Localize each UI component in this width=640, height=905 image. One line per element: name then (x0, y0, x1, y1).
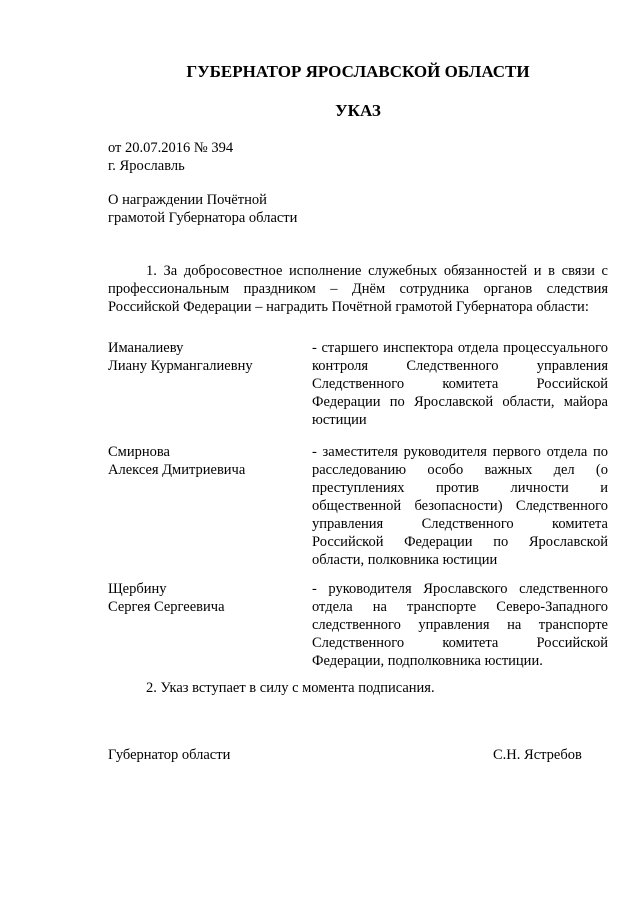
awardee-surname: Смирнова (108, 444, 170, 460)
awardee-description: - старшего инспектора отдела процессуального контроля Следственного управления Следственного комитета Российской Федерации по Ярославской области, майора юстиции (312, 340, 608, 428)
paragraph-2: 2. Указ вступает в силу с момента подписания. (146, 680, 435, 696)
governor-heading: ГУБЕРНАТОР ЯРОСЛАВСКОЙ ОБЛАСТИ (186, 62, 530, 81)
awardee-name (108, 580, 298, 616)
subject-line-2: грамотой Губернатора области (108, 210, 298, 226)
awardee-name (108, 339, 298, 375)
awardee-surname: Иманалиеву (108, 340, 184, 356)
decree-date-number: от 20.07.2016 № 394 (108, 140, 234, 156)
subject-line-1: О награждении Почётной (108, 192, 267, 208)
signatory-position: Губернатор области (108, 747, 231, 763)
signatory-name: С.Н. Ястребов (493, 747, 582, 763)
decree-city: г. Ярославль (108, 158, 185, 174)
awardee-given-name: Сергея Сергеевича (108, 599, 225, 615)
awardee-description: - заместителя руководителя первого отдела по расследованию особо важных дел (о преступлениях против личности и общественной безопасности) Следственного управления Следственного комитета Российской Федерации по Ярославской области, полковника юстиции (312, 444, 608, 568)
awardee-surname: Щербину (108, 581, 167, 597)
paragraph-1: 1. За добросовестное исполнение служебных обязанностей и в связи с профессиональным праздником – Днём сотрудника органов следствия Российской Федерации – наградить Почётной грамотой Губернатора области: (108, 263, 608, 315)
awardee-description: - руководителя Ярославского следственного отдела на транспорте Северо-Западного следственного управления на транспорте Следственного комитета Российской Федерации, подполковника юстиции. (312, 581, 608, 669)
awardee-name (108, 443, 298, 479)
awardee-given-name: Алексея Дмитриевича (108, 462, 246, 478)
awardee-given-name: Лиану Курмангалиевну (108, 358, 253, 374)
decree-title: УКАЗ (335, 101, 381, 120)
